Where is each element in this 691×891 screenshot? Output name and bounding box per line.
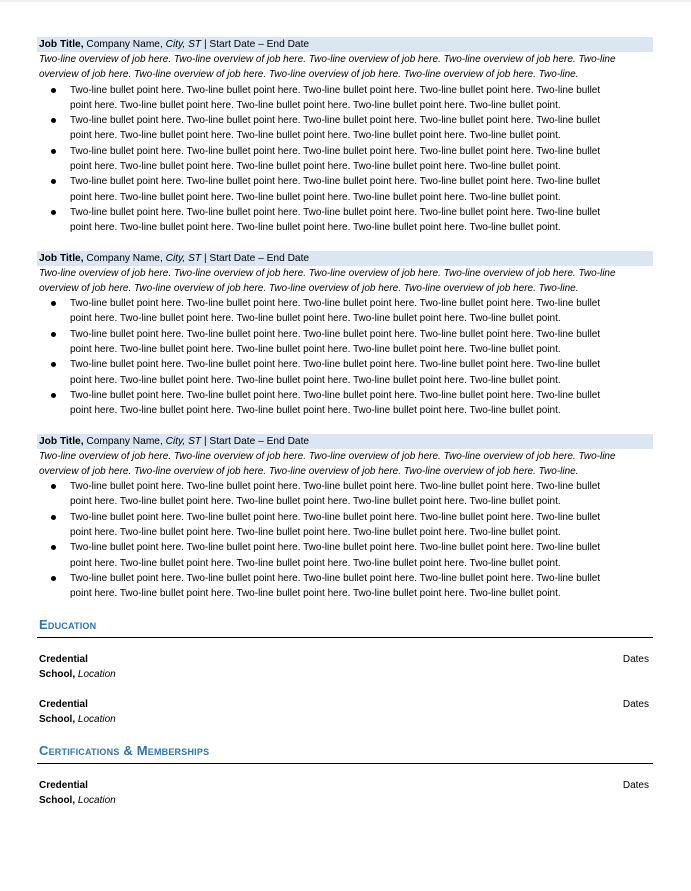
bullet-line: point here. Two-line bullet point here. Two-line bullet point here. Two-line bullet point here. Two-line bullet point.: [70, 222, 561, 234]
overview-line: Two-line overview of job here. Two-line overview of job here. Two-line overview of job here. Two-line overview of job here. Two-line: [39, 267, 616, 279]
entry-dates: Dates: [622, 779, 649, 791]
bullet-line: Two-line bullet point here. Two-line bullet point here. Two-line bullet point here. Two-line bullet point here. Two-line bullet: [70, 145, 601, 157]
job-overview: [37, 52, 653, 83]
bullet-item: [37, 113, 653, 144]
bullet-item: [37, 357, 653, 388]
bullet-line: point here. Two-line bullet point here. Two-line bullet point here. Two-line bullet point here. Two-line bullet point.: [70, 130, 561, 142]
job-location: City, ST: [165, 252, 202, 264]
job-header: [37, 251, 653, 266]
credential: Credential: [39, 653, 88, 665]
job-dates: | Start Date – End Date: [201, 252, 310, 264]
school-location: Location: [77, 713, 116, 725]
overview-line: overview of job here. Two-line overview of job here. Two-line overview of job here. Two-line overview of job here. Two-line.: [39, 282, 579, 294]
bullet-line: Two-line bullet point here. Two-line bullet point here. Two-line bullet point here. Two-line bullet point here. Two-line bullet: [70, 359, 601, 371]
job-bullets: [37, 83, 653, 236]
bullet-line: point here. Two-line bullet point here. Two-line bullet point here. Two-line bullet point here. Two-line bullet point.: [70, 161, 561, 173]
bullet-line: Two-line bullet point here. Two-line bullet point here. Two-line bullet point here. Two-line bullet point here. Two-line bullet: [70, 328, 601, 340]
education-section: [37, 616, 653, 727]
bullet-item: [37, 296, 653, 327]
school-line: [39, 667, 653, 682]
bullet-line: point here. Two-line bullet point here. Two-line bullet point here. Two-line bullet point here. Two-line bullet point.: [70, 191, 561, 203]
bullet-line: point here. Two-line bullet point here. Two-line bullet point here. Two-line bullet point here. Two-line bullet point.: [70, 588, 561, 600]
job-header: [37, 434, 653, 449]
company-name: Company Name,: [83, 252, 166, 264]
bullet-line: point here. Two-line bullet point here. Two-line bullet point here. Two-line bullet point here. Two-line bullet point.: [70, 405, 561, 417]
bullet-line: point here. Two-line bullet point here. Two-line bullet point here. Two-line bullet point here. Two-line bullet point.: [70, 99, 561, 111]
credential: Credential: [39, 698, 88, 710]
certification-entry: [37, 778, 653, 808]
job-title: Job Title,: [39, 252, 84, 264]
school-name: School,: [39, 713, 78, 725]
job-entry: [37, 251, 653, 419]
school-name: School,: [39, 794, 78, 806]
bullet-line: Two-line bullet point here. Two-line bullet point here. Two-line bullet point here. Two-line bullet point here. Two-line bullet: [70, 176, 601, 188]
bullet-line: point here. Two-line bullet point here. Two-line bullet point here. Two-line bullet point here. Two-line bullet point.: [70, 344, 561, 356]
bullet-item: [37, 174, 653, 205]
job-dates: | Start Date – End Date: [201, 435, 310, 447]
school-name: School,: [39, 668, 78, 680]
bullet-line: Two-line bullet point here. Two-line bullet point here. Two-line bullet point here. Two-line bullet point here. Two-line bullet: [70, 511, 601, 523]
education-entry: [37, 697, 653, 727]
bullet-item: [37, 205, 653, 236]
job-entry: [37, 434, 653, 602]
entry-dates: Dates: [622, 698, 649, 710]
bullet-line: Two-line bullet point here. Two-line bullet point here. Two-line bullet point here. Two-line bullet point here. Two-line bullet: [70, 389, 601, 401]
bullet-item: [37, 571, 653, 602]
bullet-dot-icon: [51, 576, 56, 581]
bullet-item: [37, 540, 653, 571]
bullet-item: [37, 510, 653, 541]
bullet-dot-icon: [51, 484, 56, 489]
bullet-dot-icon: [51, 118, 56, 123]
job-overview: [37, 449, 653, 480]
bullet-dot-icon: [51, 149, 56, 154]
job-dates: | Start Date – End Date: [201, 39, 310, 50]
entry-dates: Dates: [622, 653, 649, 665]
bullet-line: Two-line bullet point here. Two-line bullet point here. Two-line bullet point here. Two-line bullet point here. Two-line bullet: [70, 298, 601, 310]
bullet-item: [37, 479, 653, 510]
job-bullets: [37, 296, 653, 418]
page-top-edge: [0, 0, 691, 2]
bullet-line: Two-line bullet point here. Two-line bullet point here. Two-line bullet point here. Two-line bullet point here. Two-line bullet: [70, 572, 601, 584]
bullet-line: point here. Two-line bullet point here. Two-line bullet point here. Two-line bullet point here. Two-line bullet point.: [70, 313, 561, 325]
bullet-dot-icon: [51, 179, 56, 184]
bullet-line: point here. Two-line bullet point here. Two-line bullet point here. Two-line bullet point here. Two-line bullet point.: [70, 527, 561, 539]
school-location: Location: [77, 668, 116, 680]
job-location: City, ST: [165, 435, 202, 447]
bullet-line: Two-line bullet point here. Two-line bullet point here. Two-line bullet point here. Two-line bullet point here. Two-line bullet: [70, 115, 601, 127]
company-name: Company Name,: [83, 39, 166, 50]
bullet-item: [37, 83, 653, 114]
overview-line: Two-line overview of job here. Two-line overview of job here. Two-line overview of job here. Two-line overview of job here. Two-line: [39, 54, 616, 65]
bullet-dot-icon: [51, 332, 56, 337]
bullet-dot-icon: [51, 88, 56, 93]
bullet-dot-icon: [51, 210, 56, 215]
company-name: Company Name,: [83, 435, 166, 447]
overview-line: overview of job here. Two-line overview of job here. Two-line overview of job here. Two-line overview of job here. Two-line.: [39, 465, 579, 477]
certifications-section: [37, 742, 653, 808]
job-location: City, ST: [165, 39, 202, 50]
bullet-dot-icon: [51, 301, 56, 306]
bullet-dot-icon: [51, 362, 56, 367]
job-entry: [37, 37, 653, 236]
bullet-item: [37, 327, 653, 358]
school-location: Location: [77, 794, 116, 806]
bullet-item: [37, 144, 653, 175]
job-title: Job Title,: [39, 39, 84, 50]
bullet-line: Two-line bullet point here. Two-line bullet point here. Two-line bullet point here. Two-line bullet point here. Two-line bullet: [70, 206, 601, 218]
education-entry: [37, 652, 653, 682]
bullet-dot-icon: [51, 393, 56, 398]
school-line: [39, 712, 653, 727]
section-title-education: Education: [37, 616, 653, 638]
bullet-dot-icon: [51, 545, 56, 550]
overview-line: Two-line overview of job here. Two-line overview of job here. Two-line overview of job here. Two-line overview of job here. Two-line: [39, 450, 616, 462]
job-header: [37, 37, 653, 52]
job-overview: [37, 266, 653, 297]
bullet-line: point here. Two-line bullet point here. Two-line bullet point here. Two-line bullet point here. Two-line bullet point.: [70, 557, 561, 569]
bullet-line: Two-line bullet point here. Two-line bullet point here. Two-line bullet point here. Two-line bullet point here. Two-line bullet: [70, 542, 601, 554]
bullet-line: point here. Two-line bullet point here. Two-line bullet point here. Two-line bullet point here. Two-line bullet point.: [70, 496, 561, 508]
bullet-line: point here. Two-line bullet point here. Two-line bullet point here. Two-line bullet point here. Two-line bullet point.: [70, 374, 561, 386]
job-title: Job Title,: [39, 435, 84, 447]
bullet-line: Two-line bullet point here. Two-line bullet point here. Two-line bullet point here. Two-line bullet point here. Two-line bullet: [70, 481, 601, 493]
resume-content: [37, 37, 653, 808]
bullet-line: Two-line bullet point here. Two-line bullet point here. Two-line bullet point here. Two-line bullet point here. Two-line bullet: [70, 84, 601, 96]
bullet-item: [37, 388, 653, 419]
credential: Credential: [39, 779, 88, 791]
job-bullets: [37, 479, 653, 601]
bullet-dot-icon: [51, 515, 56, 520]
school-line: [39, 793, 653, 808]
section-title-certifications: Certifications & Memberships: [37, 742, 653, 764]
overview-line: overview of job here. Two-line overview of job here. Two-line overview of job here. Two-line overview of job here. Two-line.: [39, 69, 579, 81]
